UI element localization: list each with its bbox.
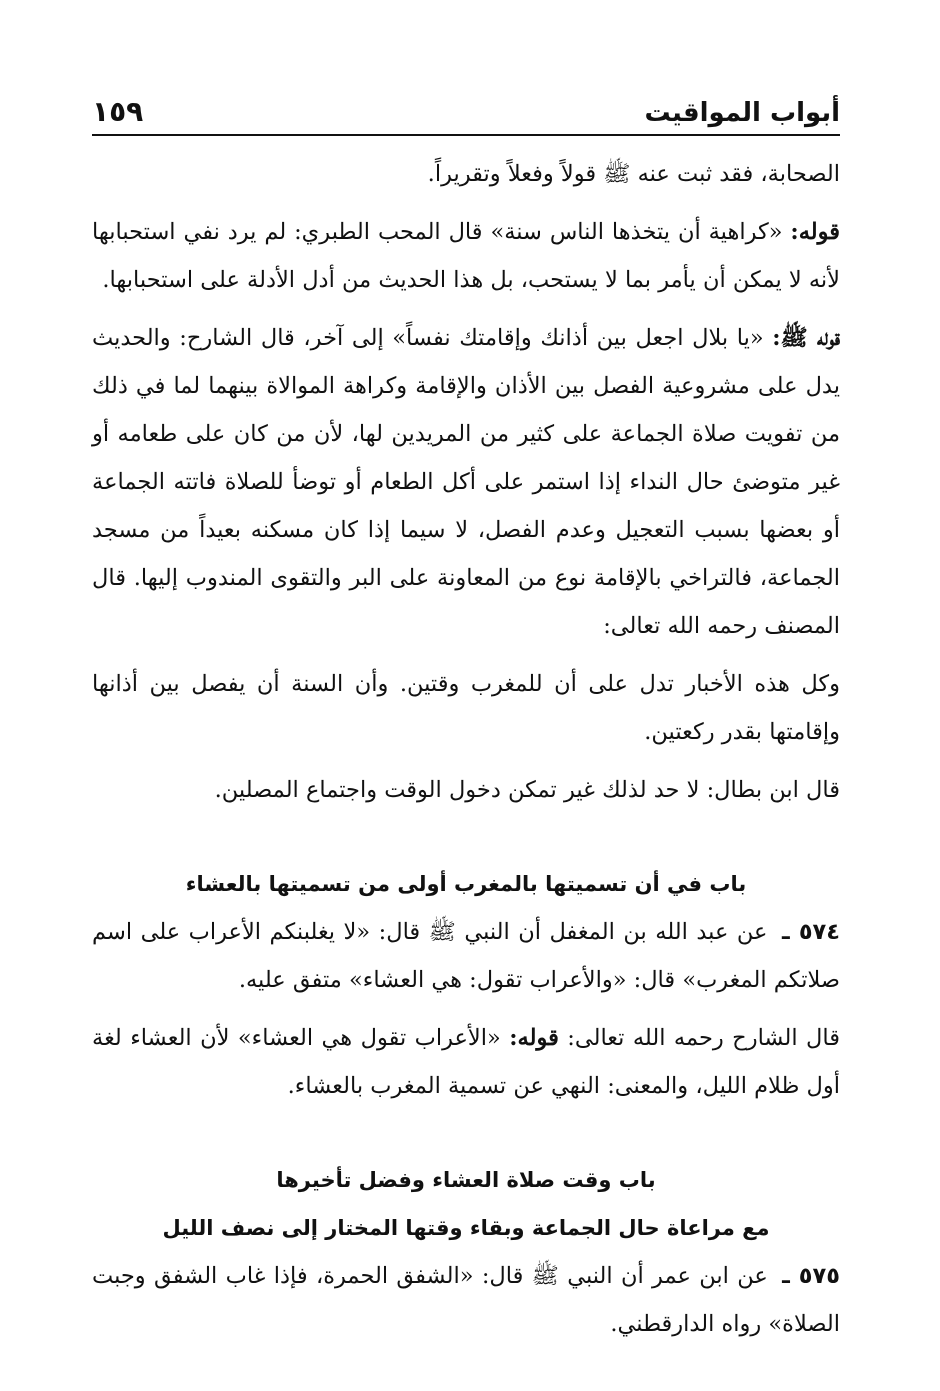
running-title: أبواب المواقيت — [644, 98, 840, 128]
commentary-intro: قال الشارح رحمه الله تعالى: — [567, 1025, 840, 1051]
paragraph-text: وكل هذه الأخبار تدل على أن للمغرب وقتين. وأن السنة أن يفصل بين أذانها وإقامتها بقدر ركعتين. — [92, 671, 840, 745]
paragraph-text: «يا بلال اجعل بين أذانك وإقامتك نفساً» إلى آخر، قال الشارح: والحديث يدل على مشروعية الفصل بين الأذان والإقامة وكراهة الموالاة بينهما لما في ذلك من تفويت صلاة الجماعة على كثير من المريدين لها، لأن من كان على طعامه أو غير متوضئ حال النداء إذا استمر على أكل الطعام أو توضأ للصلاة فاتته الجماعة أو بعضها بسبب التعجيل وعدم الفصل، لا سيما إذا كان مسكنه بعيداً من مسجد الجماعة، فالتراخي بالإقامة نوع من المعاونة على البر والتقوى المندوب إليها. قال المصنف رحمه الله تعالى: — [92, 325, 840, 639]
section-heading: باب وقت صلاة العشاء وفضل تأخيرها — [276, 1168, 656, 1192]
hadith-number: ٥٧٥ ـ — [782, 1263, 840, 1289]
paragraph — [92, 314, 840, 650]
paragraph-text: قال ابن بطال: لا حد لذلك غير تمكن دخول الوقت واجتماع المصلين. — [214, 777, 840, 803]
hadith-text: عن عبد الله بن المغفل أن النبي ﷺ قال: «لا يغلبنكم الأعراب على اسم صلاتكم المغرب» قال: «والأعراب تقول: هي العشاء» متفق عليه. — [92, 919, 840, 993]
keyword: قوله: — [790, 219, 840, 245]
page-header — [92, 82, 840, 136]
keyword: قوله ﷺ: — [772, 325, 840, 351]
keyword: قوله: — [509, 1025, 559, 1051]
hadith-paragraph — [92, 908, 840, 1004]
commentary-text: «الأعراب تقول هي العشاء» لأن العشاء لغة أول ظلام الليل، والمعنى: النهي عن تسمية المغرب بالعشاء. — [92, 1025, 840, 1099]
paragraph — [92, 208, 840, 304]
commentary-paragraph — [92, 1014, 840, 1110]
hadith-text: عن ابن عمر أن النبي ﷺ قال: «الشفق الحمرة، فإذا غاب الشفق وجبت الصلاة» رواه الدارقطني. — [92, 1263, 840, 1337]
hadith-paragraph — [92, 1252, 840, 1348]
hadith-number: ٥٧٤ ـ — [781, 919, 841, 945]
paragraph — [92, 766, 840, 814]
paragraph-text: «كراهية أن يتخذها الناس سنة» قال المحب الطبري: لم يرد نفي استحبابها لأنه لا يمكن أن يأمر بما لا يستحب، بل هذا الحديث من أدل الأدلة على استحبابها. — [92, 219, 840, 293]
section-subheading: مع مراعاة حال الجماعة وبقاء وقتها المختار إلى نصف الليل — [162, 1216, 770, 1240]
page-number: ١٥٩ — [92, 95, 144, 128]
section-heading: باب في أن تسميتها بالمغرب أولى من تسميتها بالعشاء — [185, 872, 747, 896]
paragraph — [92, 660, 840, 756]
paragraph-text: الصحابة، فقد ثبت عنه ﷺ قولاً وفعلاً وتقريراً. — [427, 161, 840, 187]
paragraph — [92, 150, 840, 198]
